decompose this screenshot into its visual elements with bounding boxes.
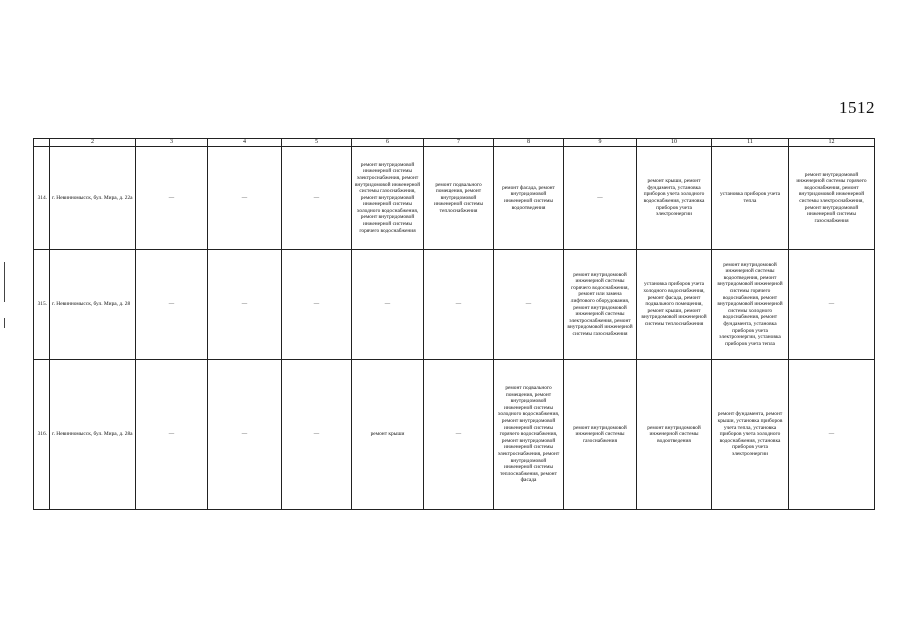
empty-cell: — (424, 360, 494, 510)
work-cell: ремонт крыши, ремонт фундамента, установка приборов учета холодного водоснабжения, установка приборов учета электроэнергии (637, 147, 712, 250)
header-cell: 11 (712, 139, 789, 147)
empty-cell: — (494, 250, 564, 360)
header-cell: 2 (50, 139, 136, 147)
empty-cell: — (282, 250, 352, 360)
work-cell: ремонт крыши (352, 360, 424, 510)
work-cell: ремонт внутридомовой инженерной системы газоснабжения (564, 360, 637, 510)
empty-cell: — (282, 360, 352, 510)
header-cell: 4 (208, 139, 282, 147)
scan-edge-mark (4, 262, 5, 302)
empty-cell: — (352, 250, 424, 360)
header-cell: 12 (789, 139, 875, 147)
empty-cell: — (789, 360, 875, 510)
empty-cell: — (208, 250, 282, 360)
row-number: 315. (34, 250, 50, 360)
work-cell: ремонт внутридомовой инженерной системы водоотведения, ремонт внутридомовой инженерной системы горячего водоснабжения, ремонт внутридомовой инженерной системы холодного водоснабжения, ремонт фундамента, установка приборов учета электроэнергии, установка приборов учета тепла (712, 250, 789, 360)
empty-cell: — (136, 147, 208, 250)
repair-schedule-table (33, 138, 875, 510)
table-row (34, 360, 875, 510)
work-cell: ремонт внутридомовой инженерной системы водоотведения (637, 360, 712, 510)
table-row (34, 250, 875, 360)
address-cell: г. Невинномысск, бул. Мира, д. 28а (50, 360, 136, 510)
table-row (34, 147, 875, 250)
column-number-row (34, 139, 875, 147)
empty-cell: — (136, 360, 208, 510)
page-number: 1512 (839, 98, 875, 117)
empty-cell: — (136, 250, 208, 360)
header-cell: 8 (494, 139, 564, 147)
empty-cell: — (208, 360, 282, 510)
header-cell: 6 (352, 139, 424, 147)
row-number: 316. (34, 360, 50, 510)
address-cell: г. Невинномысск, бул. Мира, д. 22а (50, 147, 136, 250)
header-cell: 9 (564, 139, 637, 147)
header-cell: 3 (136, 139, 208, 147)
work-cell: ремонт внутридомовой инженерной системы горячего водоснабжения, ремонт внутридомовой инженерной системы электроснабжения, ремонт внутридомовой инженерной системы газоснабжения (789, 147, 875, 250)
scan-edge-mark (4, 318, 5, 328)
empty-cell: — (424, 250, 494, 360)
row-number: 314. (34, 147, 50, 250)
work-cell: ремонт подвального помещения, ремонт внутридомовой инженерной системы холодного водоснабжения, ремонт внутридомовой инженерной системы горячего водоснабжения, ремонт внутридомовой инженерной системы электроснабжения, ремонт внутридомовой инженерной системы теплоснабжения, ремонт фасада (494, 360, 564, 510)
work-cell: установка приборов учета холодного водоснабжения, ремонт фасада, ремонт подвального помещения, ремонт крыши, ремонт внутридомовой инженерной системы теплоснабжения (637, 250, 712, 360)
header-cell: 10 (637, 139, 712, 147)
address-cell: г. Невинномысск, бул. Мира, д. 28 (50, 250, 136, 360)
work-cell: ремонт внутридомовой инженерной системы электроснабжения, ремонт внутридомовой инженерной системы газоснабжения, ремонт внутридомовой инженерной системы холодного водоснабжения, ремонт внутридомовой инженерной системы горячего водоснабжения (352, 147, 424, 250)
header-cell (34, 139, 50, 147)
work-cell: ремонт фасада, ремонт внутридомовой инженерной системы водоотведения (494, 147, 564, 250)
work-cell: установка приборов учета тепла (712, 147, 789, 250)
work-cell: ремонт подвального помещения, ремонт внутридомовой инженерной системы теплоснабжения (424, 147, 494, 250)
header-cell: 5 (282, 139, 352, 147)
work-cell: ремонт внутридомовой инженерной системы горячего водоснабжения, ремонт или замена лифтового оборудования, ремонт внутридомовой инженерной системы электроснабжения, ремонт внутридомовой инженерной системы газоснабжения (564, 250, 637, 360)
empty-cell: — (789, 250, 875, 360)
work-cell: ремонт фундамента, ремонт крыши, установка приборов учета тепла, установка приборов учета холодного водоснабжения, установка приборов учета электроэнергии (712, 360, 789, 510)
header-cell: 7 (424, 139, 494, 147)
empty-cell: — (564, 147, 637, 250)
empty-cell: — (282, 147, 352, 250)
empty-cell: — (208, 147, 282, 250)
